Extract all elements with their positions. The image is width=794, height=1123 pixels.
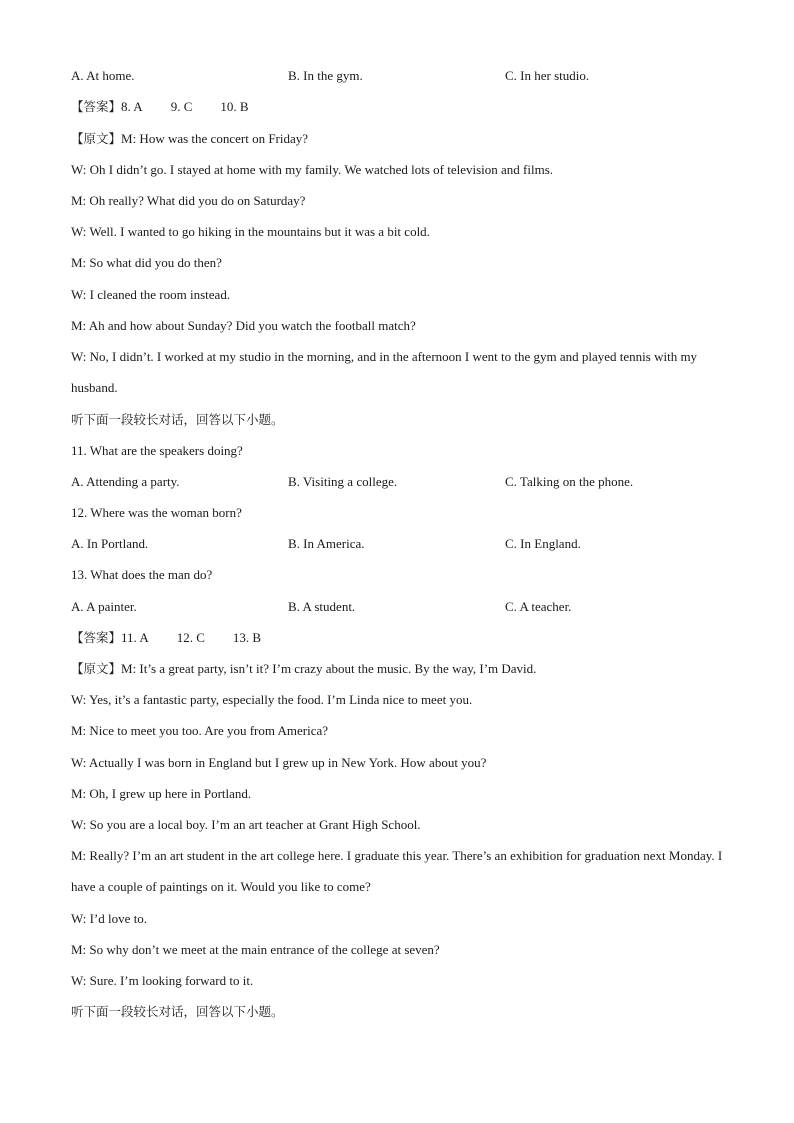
transcript-line: W: Well. I wanted to go hiking in the mountains but it was a bit cold. (71, 224, 430, 239)
option-c: C. In England. (505, 536, 581, 551)
transcript-label: 【原文】 (71, 131, 122, 146)
transcript-line: W: I cleaned the room instead. (71, 287, 231, 302)
answer-key (71, 629, 726, 647)
transcript-line (71, 130, 726, 148)
transcript-text: M: It’s a great party, isn’t it? I’m crazy about the music. By the way, I’m David. (121, 661, 537, 676)
transcript-line: W: Actually I was born in England but I grew up in New York. How about you? (71, 755, 487, 770)
question-stem: 13. What does the man do? (71, 567, 213, 582)
option-b: B. Visiting a college. (288, 474, 398, 489)
transcript-line: W: Sure. I’m looking forward to it. (71, 973, 254, 988)
transcript-line: M: Nice to meet you too. Are you from America? (71, 723, 329, 738)
question-stem: 12. Where was the woman born? (71, 505, 242, 520)
answer-item: 10. B (220, 99, 249, 114)
option-a: A. In Portland. (71, 536, 149, 551)
section-instruction: 听下面一段较长对话，回答以下小题。 (71, 412, 284, 427)
transcript-line: W: So you are a local boy. I’m an art teacher at Grant High School. (71, 817, 421, 832)
section-instruction: 听下面一段较长对话，回答以下小题。 (71, 1004, 284, 1019)
transcript-line: M: Oh really? What did you do on Saturday? (71, 193, 306, 208)
transcript-line: M: Ah and how about Sunday? Did you watch the football match? (71, 318, 416, 333)
option-a: A. At home. (71, 68, 135, 83)
answer-label: 【答案】 (71, 99, 122, 114)
transcript-line (71, 660, 726, 678)
transcript-line: M: Really? I’m an art student in the art college here. I graduate this year. There’s an exhibition for graduation next Monday. I have a couple of paintings on it. Would you like to come? (71, 848, 723, 894)
answer-item: 13. B (232, 630, 262, 645)
option-a: A. A painter. (71, 599, 137, 614)
option-c: C. In her studio. (505, 68, 590, 83)
transcript-line: W: I’d love to. (71, 911, 148, 926)
option-a: A. Attending a party. (71, 474, 180, 489)
answer-item: 8. A (121, 99, 143, 114)
transcript-line: W: Oh I didn’t go. I stayed at home with my family. We watched lots of television and films. (71, 162, 554, 177)
transcript-label: 【原文】 (71, 661, 122, 676)
transcript-text: M: How was the concert on Friday? (121, 131, 309, 146)
transcript-line: M: So what did you do then? (71, 255, 222, 270)
answer-label: 【答案】 (71, 630, 122, 645)
option-c: C. A teacher. (505, 599, 572, 614)
option-b: B. In the gym. (288, 68, 363, 83)
answer-item: 9. C (170, 99, 193, 114)
transcript-line: M: Oh, I grew up here in Portland. (71, 786, 252, 801)
question-stem: 11. What are the speakers doing? (71, 443, 243, 458)
answer-key (71, 98, 726, 116)
transcript-line: W: No, I didn’t. I worked at my studio in the morning, and in the afternoon I went to the gym and played tennis with my husband. (71, 349, 698, 395)
option-c: C. Talking on the phone. (505, 474, 634, 489)
transcript-line: W: Yes, it’s a fantastic party, especially the food. I’m Linda nice to meet you. (71, 692, 473, 707)
option-b: B. In America. (288, 536, 365, 551)
option-b: B. A student. (288, 599, 356, 614)
answer-item: 11. A (121, 630, 149, 645)
transcript-line: M: So why don’t we meet at the main entrance of the college at seven? (71, 942, 440, 957)
answer-item: 12. C (176, 630, 205, 645)
